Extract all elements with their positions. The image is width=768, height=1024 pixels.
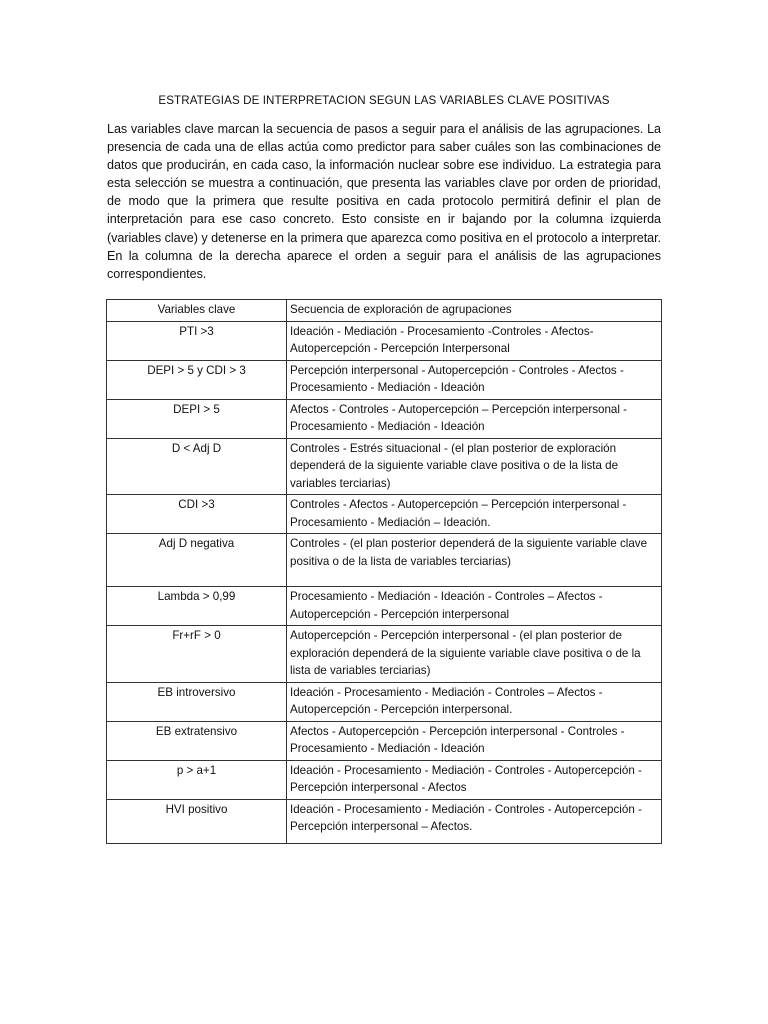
sequence-cell: Ideación - Procesamiento - Mediación - Controles - Autopercepción - Percepción interpersonal – Afectos. (287, 799, 662, 843)
variable-cell: Lambda > 0,99 (107, 587, 287, 626)
table-row (107, 721, 662, 760)
sequence-cell: Procesamiento - Mediación - Ideación - Controles – Afectos - Autopercepción - Percepción interpersonal (287, 587, 662, 626)
sequence-cell: Controles - (el plan posterior dependerá de la siguiente variable clave positiva o de la lista de variables terciarias) (287, 534, 662, 587)
variable-cell: p > a+1 (107, 760, 287, 799)
table-row (107, 682, 662, 721)
table-row (107, 399, 662, 438)
intro-paragraph: Las variables clave marcan la secuencia de pasos a seguir para el análisis de las agrupaciones. La presencia de cada una de ellas actúa como predictor para saber cuáles son las combinaciones de datos que producirán, en cada caso, la información nuclear sobre ese individuo. La estrategia para esta selección se muestra a continuación, que presenta las variables clave por orden de prioridad, de modo que la primera que resulte positiva en cada protocolo permitirá definir el plan de interpretación para ese caso concreto. Esto consiste en ir bajando por la columna izquierda (variables clave) y detenerse en la primera que aparezca como positiva en el protocolo a interpretar. En la columna de la derecha aparece el orden a seguir para el análisis de las agrupaciones correspondientes. (107, 122, 661, 281)
page-title: ESTRATEGIAS DE INTERPRETACION SEGUN LAS VARIABLES CLAVE POSITIVAS (158, 94, 610, 107)
variable-cell: PTI >3 (107, 321, 287, 360)
sequence-cell: Ideación - Procesamiento - Mediación - Controles - Autopercepción - Percepción interpersonal - Afectos (287, 760, 662, 799)
table-row (107, 626, 662, 683)
sequence-cell: Controles - Estrés situacional - (el plan posterior de exploración dependerá de la siguiente variable clave positiva o de la lista de variables terciarias) (287, 438, 662, 495)
variable-cell: EB extratensivo (107, 721, 287, 760)
table-row (107, 534, 662, 587)
sequence-cell: Afectos - Autopercepción - Percepción interpersonal - Controles - Procesamiento - Mediación - Ideación (287, 721, 662, 760)
sequence-cell: Percepción interpersonal - Autopercepción - Controles - Afectos - Procesamiento - Mediación - Ideación (287, 360, 662, 399)
variable-cell: Fr+rF > 0 (107, 626, 287, 683)
sequence-cell: Ideación - Mediación - Procesamiento -Controles - Afectos- Autopercepción - Percepción Interpersonal (287, 321, 662, 360)
table-row (107, 495, 662, 534)
sequence-cell: Autopercepción - Percepción interpersonal - (el plan posterior de exploración dependerá de la siguiente variable clave positiva o de la lista de variables terciarias) (287, 626, 662, 683)
variable-cell: CDI >3 (107, 495, 287, 534)
variable-cell: HVI positivo (107, 799, 287, 843)
table-row (107, 438, 662, 495)
variable-cell: DEPI > 5 y CDI > 3 (107, 360, 287, 399)
variable-cell: DEPI > 5 (107, 399, 287, 438)
variable-cell: EB introversivo (107, 682, 287, 721)
table-row (107, 799, 662, 843)
table-row (107, 760, 662, 799)
sequence-cell: Afectos - Controles - Autopercepción – Percepción interpersonal - Procesamiento - Mediación - Ideación (287, 399, 662, 438)
table-row (107, 587, 662, 626)
variable-cell: D < Adj D (107, 438, 287, 495)
header-secuencia: Secuencia de exploración de agrupaciones (287, 300, 662, 322)
header-variables-clave: Variables clave (107, 300, 287, 322)
sequence-cell: Controles - Afectos - Autopercepción – Percepción interpersonal - Procesamiento - Mediación – Ideación. (287, 495, 662, 534)
variable-cell: Adj D negativa (107, 534, 287, 587)
table-header-row (107, 300, 662, 322)
sequence-cell: Ideación - Procesamiento - Mediación - Controles – Afectos - Autopercepción - Percepción interpersonal. (287, 682, 662, 721)
table-row (107, 321, 662, 360)
table-row (107, 360, 662, 399)
key-variables-table (106, 299, 662, 844)
